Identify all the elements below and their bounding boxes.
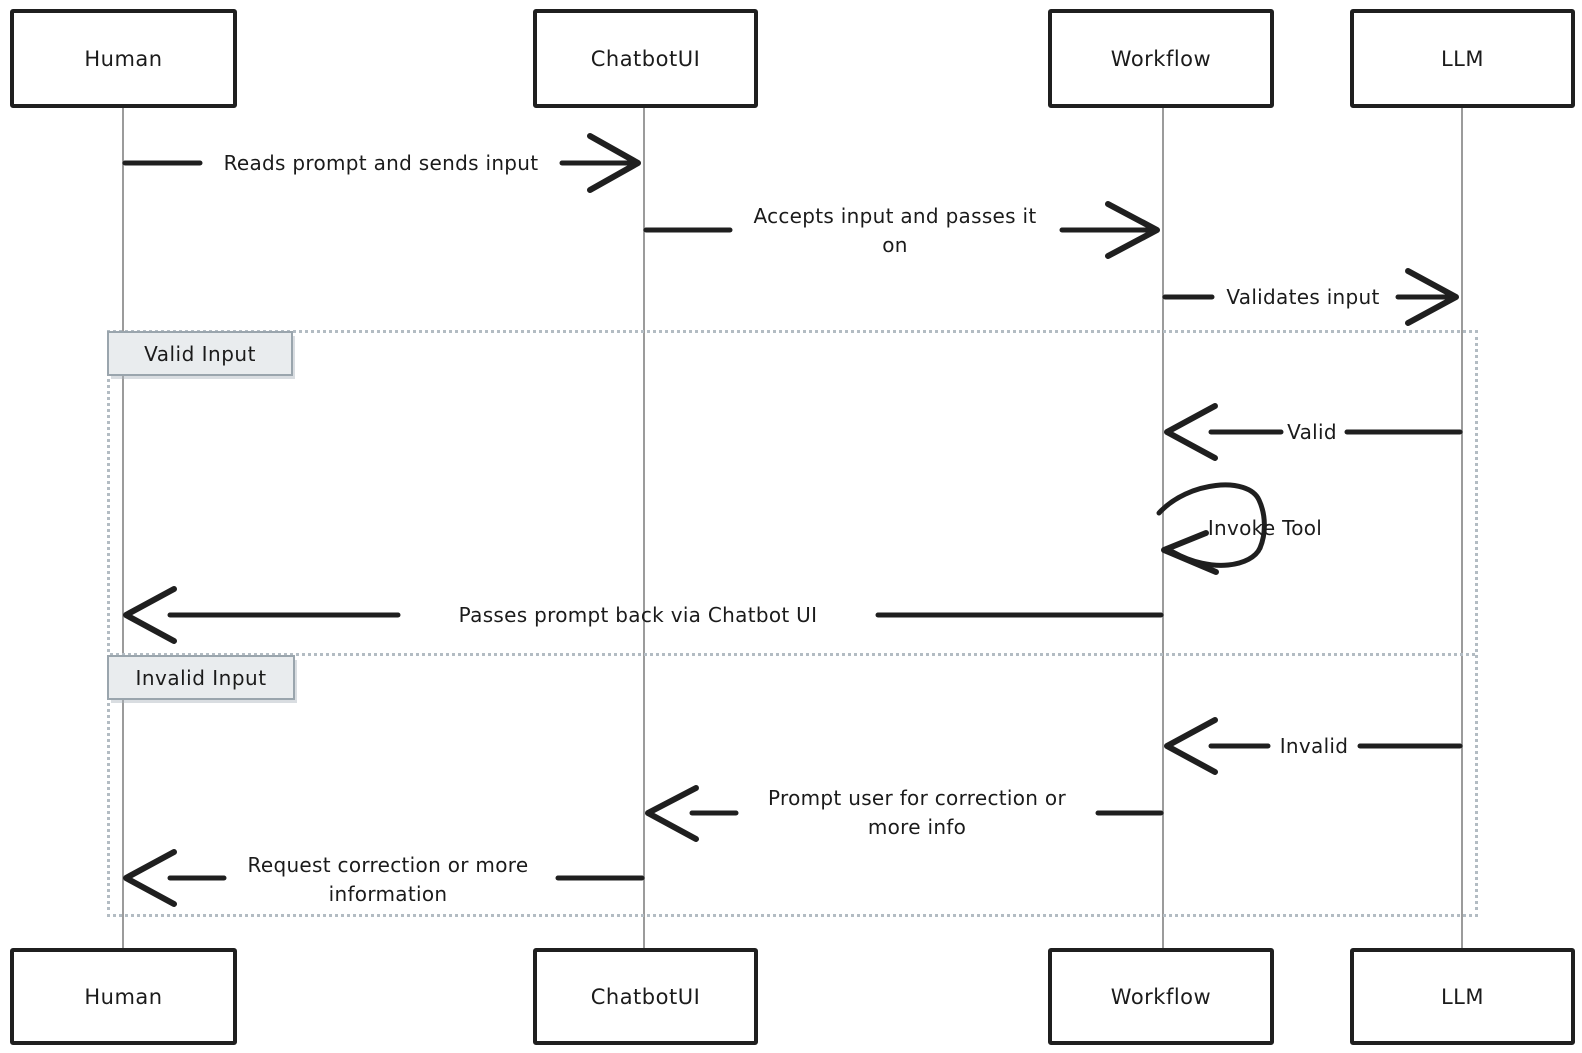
actor-bottom-llm: LLM	[1350, 948, 1575, 1045]
actor-bottom-chatbotui: ChatbotUI	[533, 948, 758, 1045]
message-label-reads-prompt: Reads prompt and sends input	[223, 151, 539, 175]
alt-frame-divider	[110, 653, 1475, 656]
message-label-passes-back: Passes prompt back via Chatbot UI	[458, 603, 818, 627]
actor-bottom-human: Human	[10, 948, 237, 1045]
message-label-accepts-input: Accepts input and passes it on	[753, 204, 1037, 257]
message-label-prompt-user: Prompt user for correction or more info	[768, 786, 1066, 839]
actor-bottom-workflow: Workflow	[1048, 948, 1274, 1045]
actor-top-llm: LLM	[1350, 9, 1575, 108]
actor-top-chatbotui: ChatbotUI	[533, 9, 758, 108]
message-label-invalid: Invalid	[1279, 734, 1349, 758]
frame-label-invalid-input: Invalid Input	[107, 655, 295, 700]
actor-top-workflow: Workflow	[1048, 9, 1274, 108]
actor-top-human: Human	[10, 9, 237, 108]
message-label-validates-input: Validates input	[1226, 285, 1380, 309]
frame-label-valid-input: Valid Input	[107, 331, 293, 376]
message-label-request-correction: Request correction or more information	[247, 853, 529, 906]
message-label-valid: Valid	[1287, 420, 1337, 444]
message-label-invoke-tool: Invoke Tool	[1207, 516, 1323, 540]
